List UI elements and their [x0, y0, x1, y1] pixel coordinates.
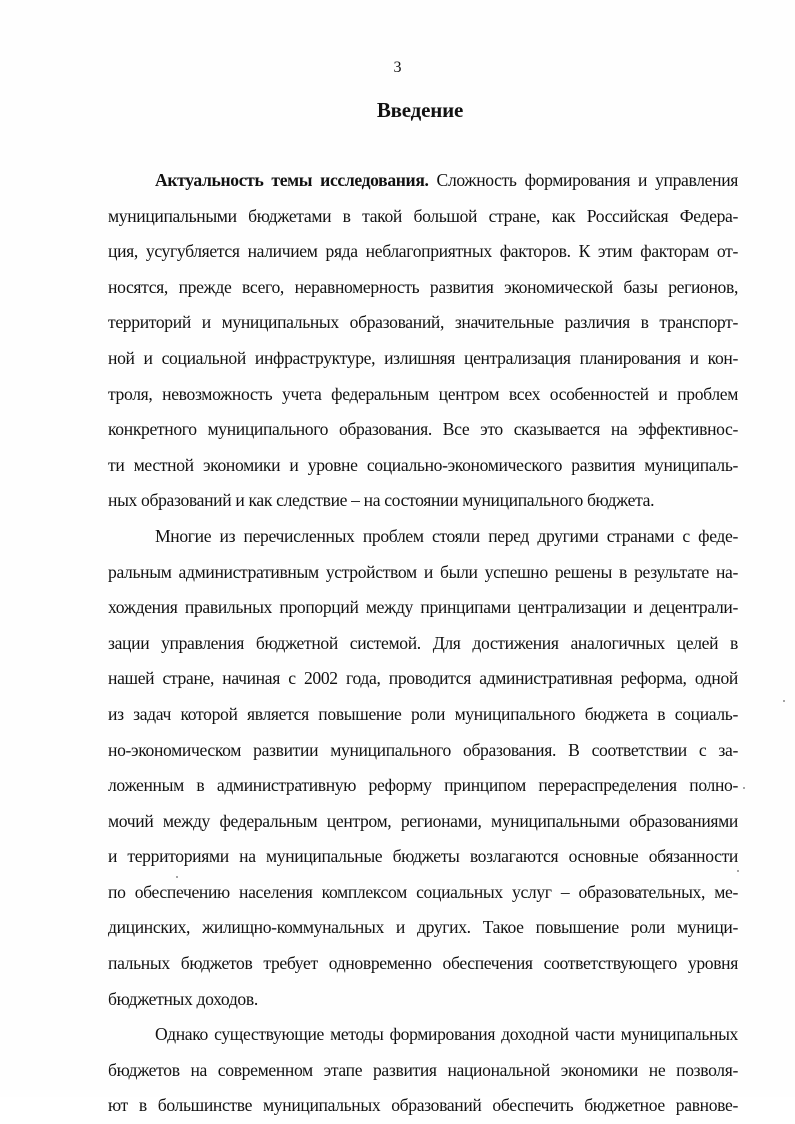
scan-speck	[176, 876, 178, 878]
scan-speck	[737, 870, 739, 872]
text-line: ют в большинстве муниципальных образований обеспечить бюджетное равнове-	[108, 1095, 738, 1116]
body-text	[108, 163, 738, 1124]
text-line: территорий и муниципальных образований, значительные различия в транспорт-	[108, 312, 738, 333]
text-line: зации управления бюджетной системой. Для достижения аналогичных целей в	[108, 632, 738, 653]
text-line: бюджетных доходов.	[108, 988, 258, 1009]
text-line: ральным административным устройством и были успешно решены в результате на-	[108, 561, 738, 582]
text-line: конкретного муниципального образования. Все это сказывается на эффективнос-	[108, 419, 738, 440]
paragraph-problems	[108, 519, 738, 1017]
text-line: муниципальными бюджетами в такой большой стране, как Российская Федера-	[108, 205, 738, 226]
paragraph-methods	[108, 1017, 738, 1124]
text-line: ных образований и как следствие – на состоянии муниципального бюджета.	[108, 490, 655, 511]
text-line: ти местной экономики и уровне социально-экономического развития муниципаль-	[108, 454, 738, 475]
text-line: носятся, прежде всего, неравномерность развития экономической базы регионов,	[108, 276, 738, 297]
text-line: и территориями на муниципальные бюджеты возлагаются основные обязанности	[108, 846, 738, 867]
text-line-content: Сложность формирования и управления	[428, 170, 739, 190]
scan-speck	[783, 700, 785, 702]
paragraph-relevance	[108, 163, 738, 519]
text-line: мочий между федеральным центром, регионами, муниципальными образованиями	[108, 810, 738, 831]
scan-speck	[743, 787, 745, 789]
text-line: нашей стране, начиная с 2002 года, проводится административная реформа, одной	[108, 668, 738, 689]
text-line: пальных бюджетов требует одновременно обеспечения соответствующего уровня	[108, 953, 738, 974]
text-line: по обеспечению населения комплексом социальных услуг – образовательных, ме-	[108, 881, 738, 902]
text-line: хождения правильных пропорций между принципами централизации и децентрали-	[108, 597, 738, 618]
text-line: троля, невозможность учета федеральным центром всех особенностей и проблем	[108, 383, 738, 404]
text-line: бюджетов на современном этапе развития национальной экономики не позволя-	[108, 1059, 738, 1080]
text-line	[108, 163, 738, 199]
text-line: из задач которой является повышение роли муниципального бюджета в социаль-	[108, 703, 738, 724]
section-heading: Введение	[376, 98, 464, 122]
text-line: Многие из перечисленных проблем стояли перед другими странами с феде-	[155, 525, 738, 546]
paragraph-lead-bold: Актуальность темы исследования.	[155, 170, 429, 190]
text-line: Однако существующие методы формирования доходной части муниципальных	[155, 1024, 738, 1045]
text-line: но-экономическом развитии муниципального образования. В соответствии с за-	[108, 739, 738, 760]
text-line: дицинских, жилищно-коммунальных и других. Такое повышение роли муници-	[108, 917, 738, 938]
text-line: ной и социальной инфраструктуре, излишняя централизация планирования и кон-	[108, 347, 738, 368]
text-line: ложенным в административную реформу принципом перераспределения полно-	[108, 775, 738, 796]
page-number: 3	[393, 59, 402, 76]
text-line: ция, усугубляется наличием ряда неблагоприятных факторов. К этим факторам от-	[108, 241, 738, 262]
